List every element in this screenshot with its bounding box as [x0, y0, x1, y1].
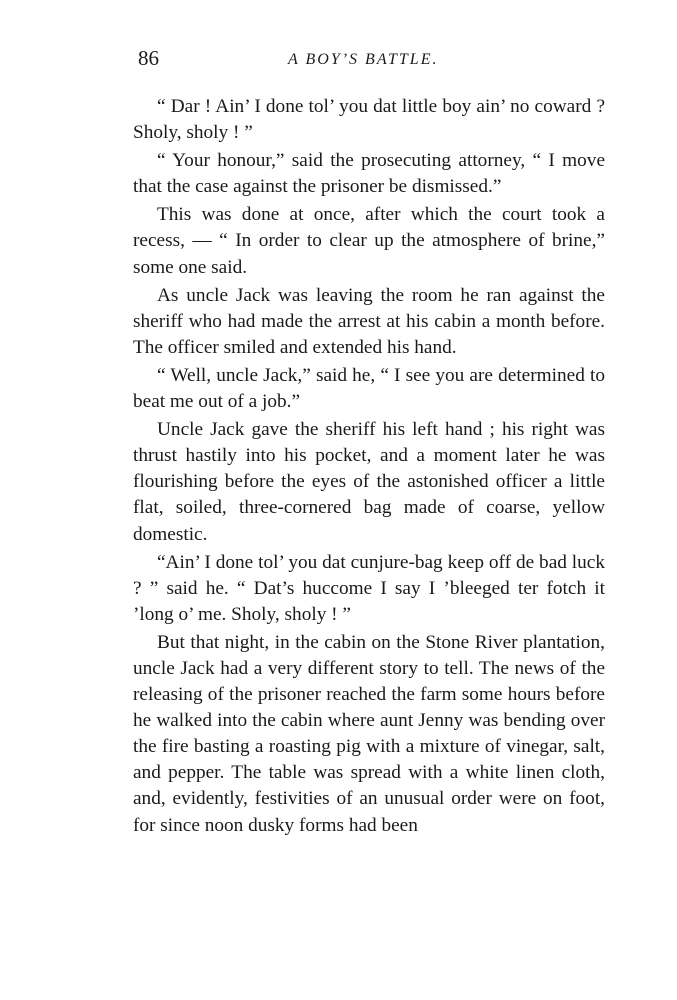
- paragraph: “ Your honour,” said the prosecuting attorney, “ I move that the case against the prisoner be dismissed.”: [133, 150, 605, 198]
- paragraph: “Ain’ I done tol’ you dat cunjure-bag keep off de bad luck ? ” said he. “ Dat’s huccome I say I ’bleeged ter fotch it ’long o’ me. Sholy, sholy ! ”: [133, 551, 605, 625]
- running-title: A BOY’S BATTLE.: [288, 51, 439, 68]
- body-text: [133, 94, 605, 841]
- page-header: [138, 46, 608, 76]
- page-number: 86: [138, 46, 159, 70]
- paragraph: This was done at once, after which the court took a recess, — “ In order to clear up the atmosphere of brine,” some one said.: [133, 204, 605, 278]
- paragraph: But that night, in the cabin on the Stone River plantation, uncle Jack had a very different story to tell. The news of the releasing of the prisoner reached the farm some hours before he walked into the cabin where aunt Jenny was bending over the fire basting a roasting pig with a mixture of vinegar, salt, and pepper. The table was spread with a white linen cloth, and, evidently, festivities of an unusual order were on foot, for since noon dusky forms had been: [133, 631, 605, 836]
- paragraph: As uncle Jack was leaving the room he ran against the sheriff who had made the arrest at his cabin a month before. The officer smiled and extended his hand.: [133, 284, 605, 358]
- paragraph: Uncle Jack gave the sheriff his left hand ; his right was thrust hastily into his pocket, and a moment later he was flourishing before the eyes of the astonished officer a little flat, soiled, three-cornered bag made of coarse, yellow domestic.: [133, 419, 605, 545]
- paragraph: “ Well, uncle Jack,” said he, “ I see you are determined to beat me out of a job.”: [133, 364, 605, 413]
- paragraph: “ Dar ! Ain’ I done tol’ you dat little boy ain’ no coward ? Sholy, sholy ! ”: [133, 96, 605, 144]
